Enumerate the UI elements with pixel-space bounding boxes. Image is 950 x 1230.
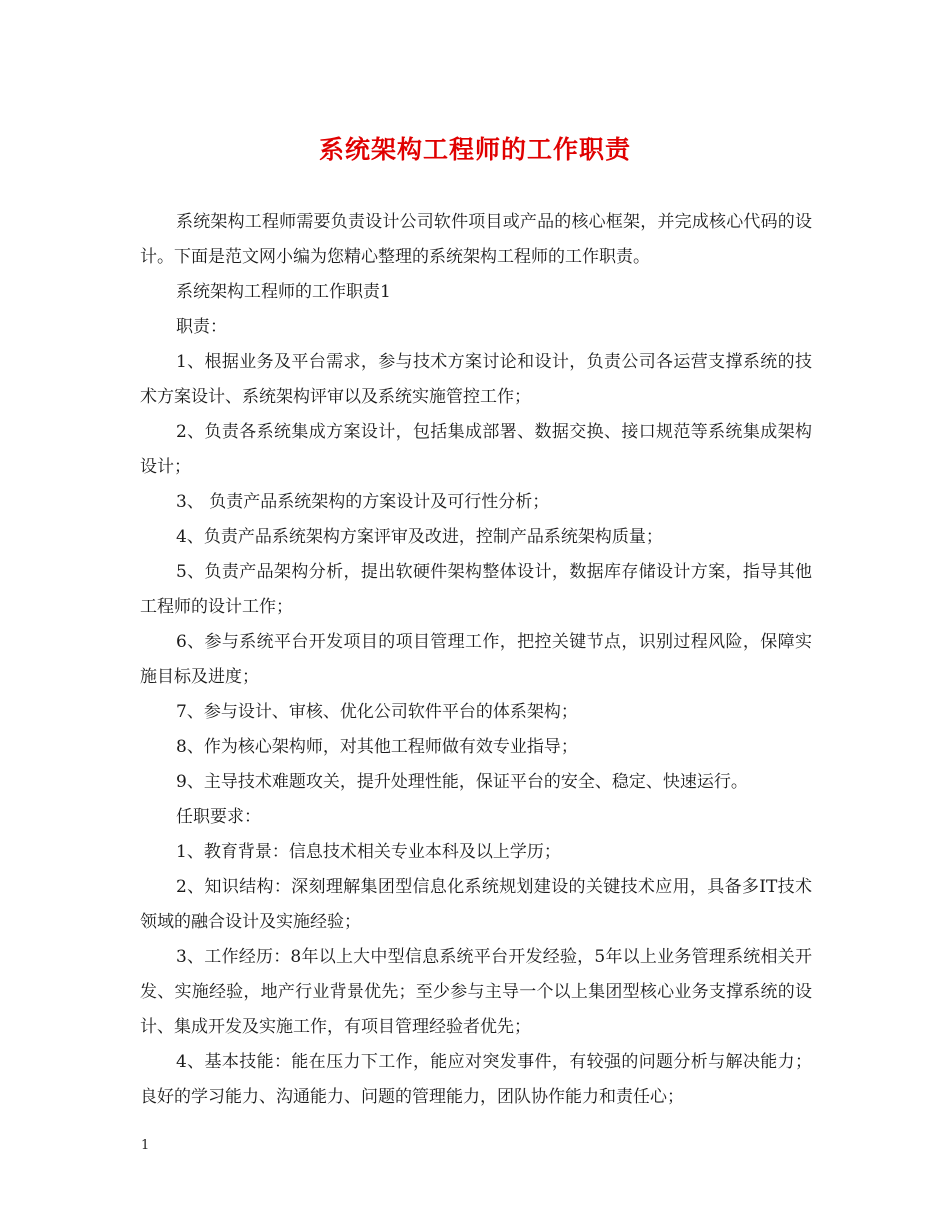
duty-item-8: 8、作为核心架构师，对其他工程师做有效专业指导； (176, 737, 578, 757)
duty-item-5: 5、负责产品架构分析，提出软硬件架构整体设计，数据库存储设计方案，指导其他工程师的设计工作； (140, 562, 812, 617)
document-body (140, 205, 812, 1115)
duty-item-9: 9、主导技术难题攻关，提升处理性能，保证平台的安全、稳定、快速运行。 (176, 772, 748, 792)
duty-item-3: 3、 负责产品系统架构的方案设计及可行性分析； (176, 492, 550, 512)
page-number: 1 (141, 1138, 150, 1153)
duty-item-1: 1、根据业务及平台需求，参与技术方案讨论和设计，负责公司各运营支撑系统的技术方案设计、系统架构评审以及系统实施管控工作； (140, 352, 812, 407)
duty-item-4: 4、负责产品系统架构方案评审及改进，控制产品系统架构质量； (176, 527, 663, 547)
duty-item-6: 6、参与系统平台开发项目的项目管理工作，把控关键节点，识别过程风险，保障实施目标及进度； (140, 632, 812, 687)
duty-item-2: 2、负责各系统集成方案设计，包括集成部署、数据交换、接口规范等系统集成架构设计； (140, 422, 812, 477)
section-heading-duties-1: 系统架构工程师的工作职责1 (176, 282, 391, 302)
document-title: 系统架构工程师的工作职责 (318, 135, 631, 164)
duty-item-7: 7、参与设计、审核、优化公司软件平台的体系架构； (176, 702, 578, 722)
duties-label: 职责： (176, 317, 227, 337)
requirement-item-3: 3、工作经历：8年以上大中型信息系统平台开发经验，5年以上业务管理系统相关开发、实施经验，地产行业背景优先；至少参与主导一个以上集团型核心业务支撑系统的设计、集成开发及实施工作，有项目管理经验者优先； (140, 947, 812, 1037)
requirement-item-4: 4、基本技能：能在压力下工作，能应对突发事件，有较强的问题分析与解决能力；良好的学习能力、沟通能力、问题的管理能力，团队协作能力和责任心； (140, 1052, 812, 1107)
requirements-label: 任职要求： (176, 807, 261, 827)
requirement-item-2: 2、知识结构：深刻理解集团型信息化系统规划建设的关键技术应用，具备多IT技术领域的融合设计及实施经验； (140, 877, 812, 932)
requirement-item-1: 1、教育背景：信息技术相关专业本科及以上学历； (176, 842, 561, 862)
paragraph-intro: 系统架构工程师需要负责设计公司软件项目或产品的核心框架，并完成核心代码的设计。下面是范文网小编为您精心整理的系统架构工程师的工作职责。 (140, 212, 812, 267)
